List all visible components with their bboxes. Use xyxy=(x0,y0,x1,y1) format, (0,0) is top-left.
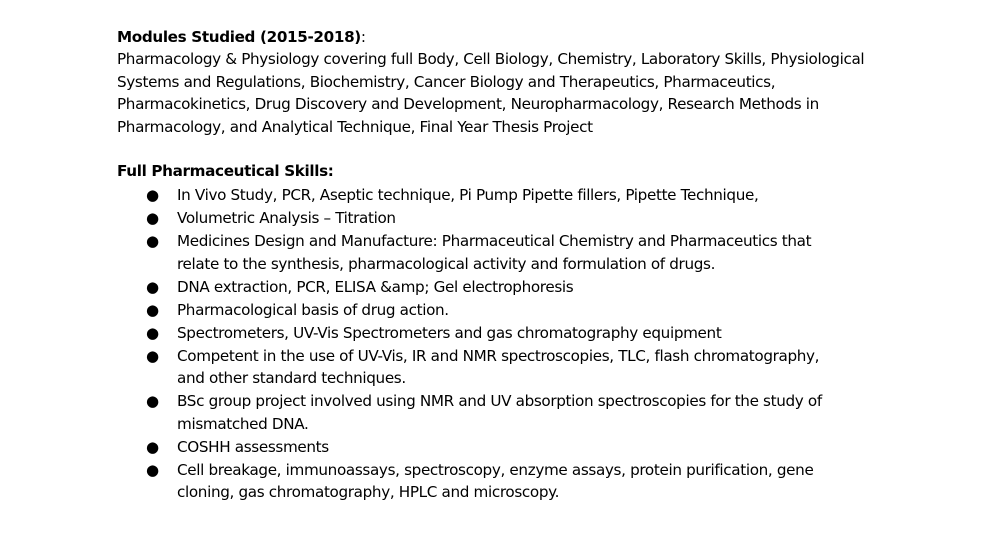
bullet-icon: ● xyxy=(146,346,159,365)
bullet-icon: ● xyxy=(146,392,159,411)
bullet-icon: ● xyxy=(146,186,159,205)
bullet-icon: ● xyxy=(146,437,159,456)
skills-list-item xyxy=(117,436,847,458)
modules-paragraph: Pharmacology & Physiology covering full Body, Cell Biology, Chemistry, Laboratory Skills, Physiological Systems and Regulations, Biochemistry, Cancer Biology and Therapeutics, Pharmaceutics, Pharmacokinetics, Drug Discovery and Development, Neuropharmacology, Research Methods in Pharmacology, and Analytical Technique, Final Year Thesis Project xyxy=(117,50,865,136)
skills-list-item xyxy=(117,322,847,344)
modules-heading xyxy=(117,26,917,48)
bullet-icon: ● xyxy=(146,300,159,319)
skills-list-item xyxy=(117,459,847,504)
bullet-icon: ● xyxy=(146,277,159,296)
skills-list-item xyxy=(117,345,847,390)
skills-heading: Full Pharmaceutical Skills: xyxy=(117,162,334,181)
skills-list-item xyxy=(117,390,847,435)
section-spacer xyxy=(117,138,917,160)
skills-list-item xyxy=(117,276,847,298)
skills-list-item xyxy=(117,299,847,321)
skills-list-item xyxy=(117,230,847,275)
bullet-icon: ● xyxy=(146,460,159,479)
skill-text: Competent in the use of UV-Vis, IR and NMR spectroscopies, TLC, flash chromatography, and other standard techniques. xyxy=(177,346,820,388)
skill-text: Cell breakage, immunoassays, spectroscopy, enzyme assays, protein purification, gene cloning, gas chromatography, HPLC and microscopy. xyxy=(177,460,814,502)
skill-text: DNA extraction, PCR, ELISA &amp; Gel electrophoresis xyxy=(177,277,574,296)
bullet-icon: ● xyxy=(146,209,159,228)
skill-text: In Vivo Study, PCR, Aseptic technique, Pi Pump Pipette fillers, Pipette Technique, xyxy=(177,186,759,205)
skill-text: Pharmacological basis of drug action. xyxy=(177,300,449,319)
skills-list-item xyxy=(117,184,847,206)
modules-heading-text: Modules Studied (2015-2018) xyxy=(117,28,361,46)
bullet-icon: ● xyxy=(146,323,159,342)
bullet-icon: ● xyxy=(146,232,159,251)
skill-text: Volumetric Analysis – Titration xyxy=(177,209,396,228)
skill-text: BSc group project involved using NMR and UV absorption spectroscopies for the study of mismatched DNA. xyxy=(177,392,822,433)
skills-list xyxy=(117,184,917,503)
skill-text: Medicines Design and Manufacture: Pharmaceutical Chemistry and Pharmaceutics that relate to the synthesis, pharmacological activity and formulation of drugs. xyxy=(177,232,812,273)
modules-heading-colon: : xyxy=(360,28,366,46)
skill-text: COSHH assessments xyxy=(177,437,329,456)
skill-text: Spectrometers, UV-Vis Spectrometers and gas chromatography equipment xyxy=(177,323,722,342)
document-body xyxy=(117,26,917,504)
skills-list-item xyxy=(117,207,847,229)
